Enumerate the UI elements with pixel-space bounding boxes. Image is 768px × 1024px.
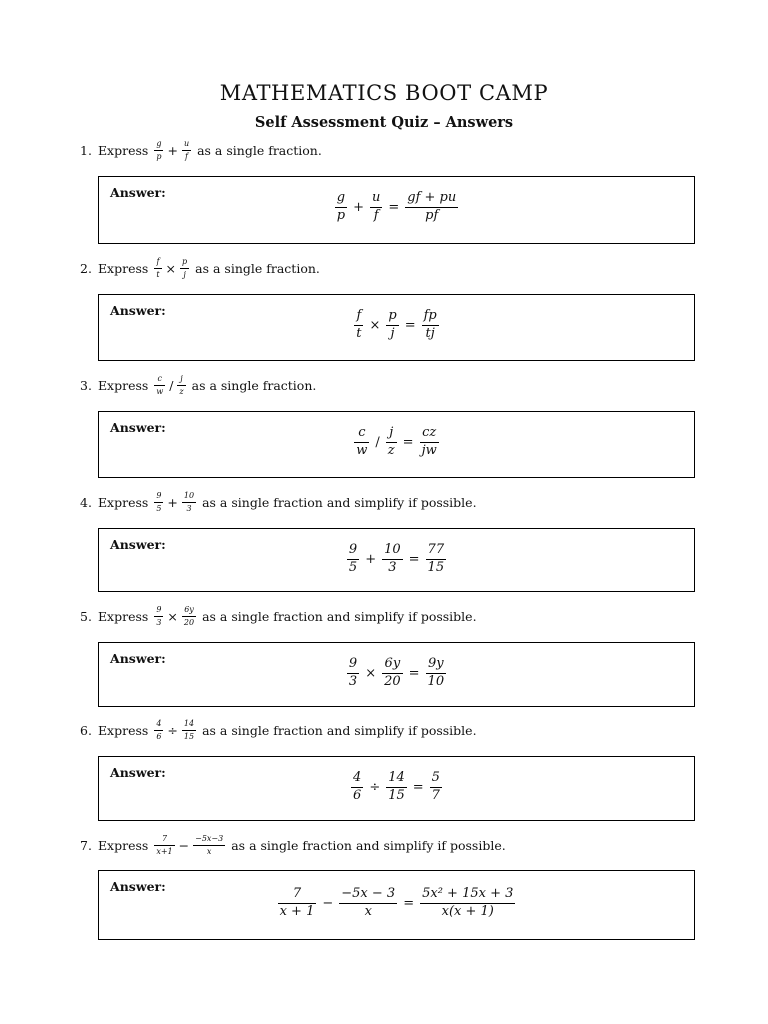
answer-denominator: 3 [348, 673, 358, 689]
answer-denominator: p [336, 207, 346, 223]
answer-numerator: p [388, 308, 397, 323]
answer-denominator: pf [425, 207, 439, 223]
answer-numerator: 5x² + 15x + 3 [422, 886, 514, 901]
page-subtitle: Self Assessment Quiz – Answers [254, 114, 514, 131]
question-express-word: Express [97, 608, 149, 624]
question-express-word: Express [97, 722, 149, 738]
question-expression [153, 139, 192, 160]
answer-operator: − [322, 895, 334, 911]
question-expr-numerator: j [180, 374, 183, 384]
question-expr-numerator: 7 [161, 834, 168, 844]
question-number: 6. [80, 722, 92, 738]
answer-numerator: u [371, 190, 381, 205]
question-expr-numerator: −5x−3 [195, 834, 224, 844]
answer-box-2 [98, 294, 695, 361]
page-title: MATHEMATICS BOOT CAMP [219, 81, 549, 105]
fraction-bar [154, 150, 163, 151]
question-expr-fraction [154, 374, 165, 395]
answer-fraction [420, 426, 439, 459]
fraction-bar [180, 268, 189, 269]
question-expr-numerator: f [156, 257, 160, 267]
question-expr-operator: × [165, 260, 177, 276]
question-expr-fraction [180, 257, 189, 278]
question-number: 1. [80, 142, 92, 158]
answer-numerator: 9y [428, 656, 444, 671]
question-expr-denominator: x+1 [156, 846, 173, 856]
question-expr-denominator: z [179, 386, 184, 396]
answer-numerator: 5 [431, 770, 440, 785]
question-instruction: as a single fraction. [191, 377, 317, 393]
answer-fraction [370, 191, 382, 224]
answer-label: Answer: [110, 420, 166, 435]
question-expr-denominator: f [185, 151, 188, 161]
question-7 [80, 834, 506, 856]
question-expr-numerator: 6y [184, 605, 194, 615]
answer-equation [99, 543, 694, 576]
answer-fraction [430, 771, 442, 804]
question-expr-fraction [154, 257, 161, 278]
answer-denominator: 3 [388, 559, 397, 575]
answer-box-6 [98, 756, 695, 821]
question-instruction: as a single fraction and simplify if possible. [202, 494, 477, 510]
question-expr-numerator: 4 [156, 719, 162, 729]
answer-fraction [354, 309, 363, 342]
answer-label: Answer: [110, 185, 166, 200]
answer-denominator: x + 1 [279, 903, 315, 919]
answer-operator: + [353, 199, 364, 215]
answer-fraction [386, 426, 397, 459]
question-expression [153, 491, 197, 512]
answer-numerator: 7 [292, 886, 302, 901]
question-2 [80, 257, 320, 279]
question-expression [153, 834, 226, 855]
question-expr-denominator: 20 [183, 617, 195, 627]
answer-denominator: w [356, 442, 368, 458]
question-expr-operator: + [167, 494, 178, 510]
question-expr-numerator: 9 [156, 491, 162, 501]
question-number: 2. [80, 260, 92, 276]
question-expr-denominator: 3 [156, 617, 162, 627]
answer-fraction [420, 887, 515, 920]
answer-box-3 [98, 411, 695, 478]
answer-fraction [426, 657, 447, 690]
question-expr-denominator: j [183, 269, 186, 279]
answer-fraction [278, 887, 317, 920]
answer-operator: = [402, 434, 414, 450]
answer-fraction [351, 771, 363, 804]
question-expr-fraction [177, 374, 185, 395]
answer-label: Answer: [110, 537, 166, 552]
answer-operator: = [408, 665, 420, 681]
answer-fraction [386, 309, 398, 342]
answer-equation [99, 771, 694, 804]
fraction-bar [177, 385, 185, 386]
answer-fraction [426, 543, 447, 576]
question-expression [153, 257, 190, 278]
question-expr-operator: ÷ [167, 722, 178, 738]
answer-box-5 [98, 642, 695, 707]
answer-numerator: 77 [427, 542, 445, 557]
question-instruction: as a single fraction. [197, 142, 322, 158]
answer-operator: × [369, 317, 381, 333]
fraction-bar [182, 616, 196, 617]
answer-denominator: x [364, 903, 372, 919]
answer-operator: = [404, 317, 416, 333]
answer-operator: × [365, 665, 377, 681]
answer-box-7 [98, 870, 695, 940]
answer-equation [99, 887, 694, 920]
answer-numerator: cz [422, 425, 437, 440]
answer-denominator: z [387, 442, 395, 458]
answer-numerator: j [389, 425, 394, 440]
answer-denominator: tj [425, 325, 435, 341]
answer-fraction [382, 543, 403, 576]
question-expr-denominator: t [156, 269, 160, 279]
answer-box-4 [98, 528, 695, 592]
question-expr-denominator: w [156, 386, 164, 396]
question-express-word: Express [97, 837, 149, 853]
question-6 [80, 719, 477, 741]
question-expr-denominator: 6 [156, 731, 162, 741]
question-express-word: Express [97, 142, 149, 158]
fraction-bar [182, 150, 191, 151]
answer-numerator: 9 [348, 542, 358, 557]
question-expr-fraction [154, 834, 174, 855]
question-expr-fraction [182, 719, 196, 740]
answer-numerator: fp [423, 308, 437, 323]
question-1 [80, 139, 322, 161]
answer-denominator: f [373, 207, 379, 223]
answer-label: Answer: [110, 651, 166, 666]
answer-denominator: x(x + 1) [441, 903, 494, 919]
answer-equation [99, 309, 694, 342]
answer-denominator: 20 [384, 673, 401, 689]
answer-denominator: 15 [388, 787, 405, 803]
answer-numerator: −5x − 3 [341, 886, 396, 901]
question-instruction: as a single fraction and simplify if possible. [202, 608, 477, 624]
answer-fraction [382, 657, 403, 690]
question-expr-denominator: 15 [183, 731, 195, 741]
answer-operator: = [408, 551, 420, 567]
answer-numerator: f [356, 308, 362, 323]
answer-fraction [347, 543, 359, 576]
answer-numerator: g [336, 190, 346, 205]
answer-equation [99, 191, 694, 224]
answer-operator: = [388, 199, 400, 215]
answer-fraction [386, 771, 407, 804]
answer-fraction [347, 657, 359, 690]
answer-label: Answer: [110, 879, 166, 894]
fraction-bar [154, 616, 163, 617]
question-expr-fraction [182, 491, 196, 512]
answer-operator: = [403, 895, 415, 911]
question-expr-operator: × [167, 608, 178, 624]
question-express-word: Express [97, 260, 149, 276]
question-expr-fraction [182, 139, 191, 160]
answer-fraction [354, 426, 369, 459]
question-number: 4. [80, 494, 92, 510]
answer-equation [99, 426, 694, 459]
fraction-bar [182, 730, 196, 731]
question-expr-numerator: p [182, 257, 188, 267]
question-number: 5. [80, 608, 92, 624]
fraction-bar [154, 502, 163, 503]
question-expr-fraction [182, 605, 196, 626]
answer-denominator: t [356, 325, 362, 341]
answer-fraction [339, 887, 397, 920]
fraction-bar [193, 845, 225, 846]
answer-equation [99, 657, 694, 690]
question-expr-numerator: 9 [156, 605, 162, 615]
answer-operator: ÷ [369, 779, 381, 795]
answer-fraction [335, 191, 347, 224]
question-expr-operator: / [169, 377, 174, 393]
question-expr-numerator: g [156, 139, 162, 149]
question-expr-operator: + [167, 142, 178, 158]
question-expr-operator: − [178, 837, 190, 853]
answer-operator: / [375, 434, 380, 450]
fraction-bar [154, 268, 161, 269]
answer-denominator: 15 [427, 559, 445, 575]
answer-numerator: 10 [384, 542, 401, 557]
answer-fraction [422, 309, 439, 342]
question-expr-numerator: c [157, 374, 162, 384]
fraction-bar [154, 845, 174, 846]
question-express-word: Express [97, 494, 149, 510]
answer-operator: = [412, 779, 424, 795]
answer-denominator: 6 [353, 787, 362, 803]
question-expr-denominator: p [156, 151, 162, 161]
fraction-bar [154, 385, 165, 386]
question-expr-denominator: x [206, 846, 212, 856]
fraction-bar [182, 502, 196, 503]
answer-numerator: 6y [384, 656, 401, 671]
answer-denominator: 7 [431, 787, 440, 803]
question-expression [153, 374, 186, 395]
question-expr-numerator: 14 [183, 719, 195, 729]
question-expr-fraction [154, 491, 163, 512]
answer-label: Answer: [110, 303, 166, 318]
answer-numerator: c [358, 425, 366, 440]
question-expr-fraction [154, 605, 163, 626]
answer-numerator: 14 [388, 770, 405, 785]
question-expr-numerator: 10 [183, 491, 195, 501]
answer-fraction [405, 191, 458, 224]
question-instruction: as a single fraction and simplify if possible. [231, 837, 506, 853]
question-expr-fraction [193, 834, 225, 855]
question-instruction: as a single fraction. [195, 260, 320, 276]
question-expr-denominator: 5 [156, 503, 162, 513]
question-number: 3. [80, 377, 92, 393]
question-5 [80, 605, 477, 627]
fraction-bar [154, 730, 163, 731]
answer-denominator: j [390, 325, 395, 341]
question-expression [153, 605, 197, 626]
question-expr-numerator: u [183, 139, 190, 149]
answer-label: Answer: [110, 765, 166, 780]
answer-numerator: 4 [353, 770, 362, 785]
question-4 [80, 491, 477, 513]
answer-operator: + [365, 551, 377, 567]
answer-denominator: 5 [348, 559, 358, 575]
question-instruction: as a single fraction and simplify if possible. [202, 722, 477, 738]
answer-denominator: jw [421, 442, 437, 458]
question-express-word: Express [97, 377, 149, 393]
question-3 [80, 374, 316, 396]
question-expr-fraction [154, 719, 163, 740]
answer-box-1 [98, 176, 695, 244]
answer-numerator: gf + pu [407, 190, 457, 205]
question-expr-fraction [154, 139, 163, 160]
question-number: 7. [80, 837, 92, 853]
answer-denominator: 10 [427, 673, 445, 689]
answer-numerator: 9 [348, 656, 358, 671]
question-expr-denominator: 3 [186, 503, 192, 513]
question-expression [153, 719, 197, 740]
